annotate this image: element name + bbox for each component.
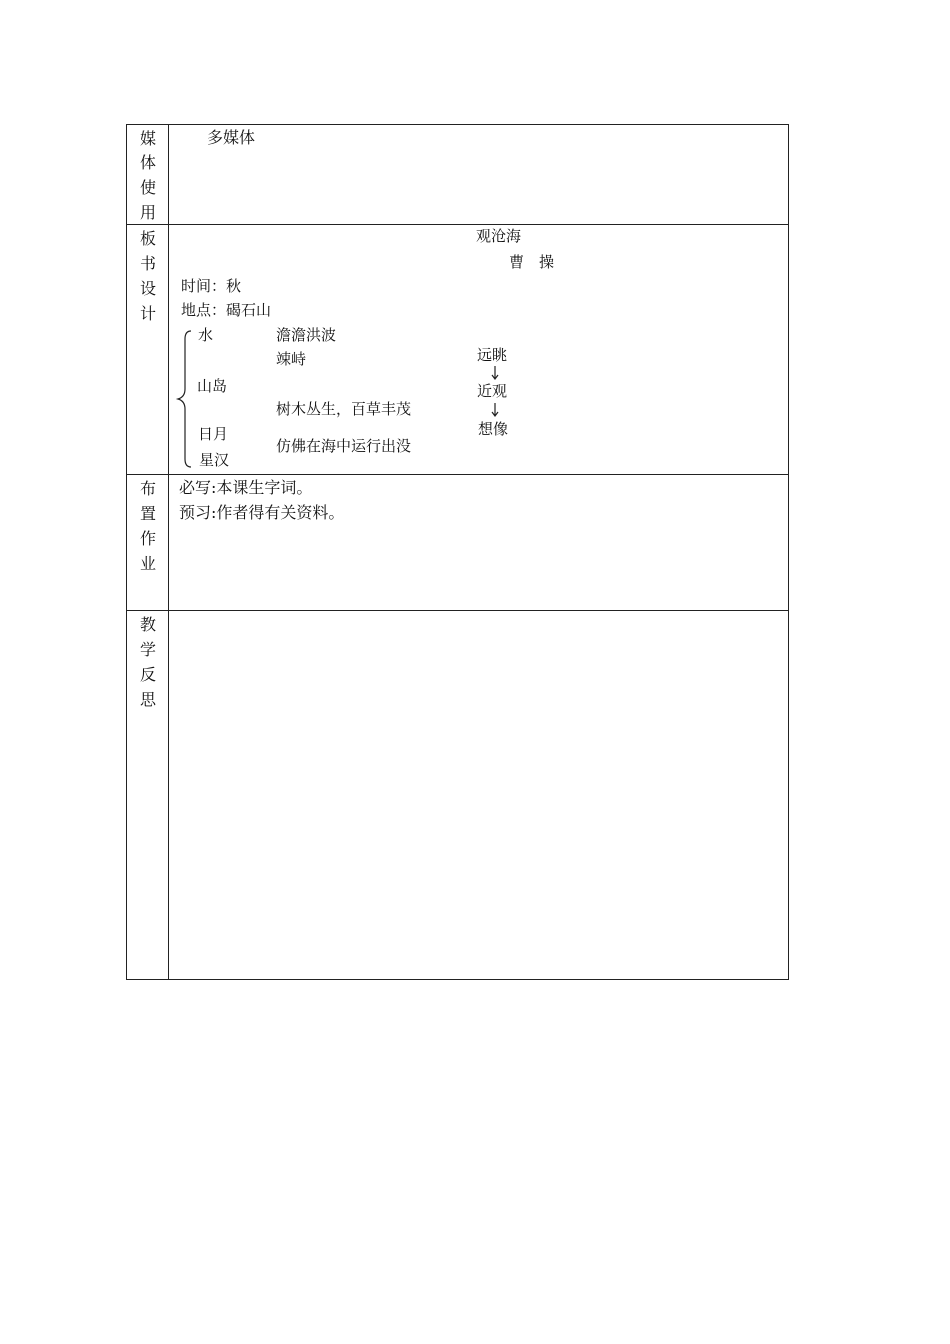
detail-sun-moon-motion: 仿佛在海中运行出没 (276, 437, 412, 455)
media-row (127, 125, 788, 225)
left-item-water: 水 (198, 326, 214, 344)
board-label-char: 计 (139, 304, 156, 323)
flow-near-view: 近观 (477, 382, 508, 400)
homework-content-cell (169, 475, 788, 610)
homework-line: 必写:本课生字词。 (179, 478, 313, 497)
reflection-row (127, 611, 788, 979)
reflection-label-char: 思 (139, 690, 156, 709)
left-item-island: 山岛 (197, 377, 228, 395)
board-content-cell (169, 225, 788, 474)
time-line: 时间：秋 (181, 277, 242, 295)
homework-label-char: 作 (139, 529, 156, 548)
board-design-row (127, 225, 788, 475)
detail-waves: 澹澹洪波 (276, 326, 337, 344)
left-item-stars: 星汉 (199, 451, 230, 469)
board-label-char: 板 (139, 229, 156, 248)
place-line: 地点：碣石山 (181, 301, 272, 319)
board-label-cell (127, 225, 169, 474)
media-content: 多媒体 (207, 128, 256, 147)
media-label-char: 体 (139, 153, 156, 172)
homework-label-cell (127, 475, 169, 610)
down-arrow-icon (490, 365, 500, 381)
reflection-content-cell (169, 611, 788, 979)
curly-brace-icon (175, 329, 195, 469)
homework-label-char: 置 (139, 504, 156, 523)
poem-author: 曹 操 (509, 253, 555, 271)
homework-label-char: 业 (139, 554, 156, 573)
media-content-cell (169, 125, 788, 224)
media-label-char: 使 (139, 178, 156, 197)
board-label-char: 设 (139, 279, 156, 298)
homework-row (127, 475, 788, 611)
reflection-label-char: 教 (139, 615, 156, 634)
detail-towering: 竦峙 (276, 350, 307, 368)
down-arrow-icon (490, 402, 500, 418)
detail-trees: 树木丛生，百草丰茂 (276, 400, 412, 418)
reflection-label-char: 反 (139, 665, 156, 684)
board-label-char: 书 (139, 254, 156, 273)
media-label-char: 媒 (139, 129, 156, 148)
homework-line: 预习:作者得有关资料。 (179, 503, 345, 522)
media-label-cell (127, 125, 169, 224)
reflection-label-cell (127, 611, 169, 979)
flow-imagine: 想像 (478, 420, 509, 438)
reflection-label-char: 学 (139, 640, 156, 659)
media-label-char: 用 (139, 203, 156, 222)
lesson-plan-table (126, 124, 789, 980)
left-item-sun-moon: 日月 (198, 425, 229, 443)
homework-label-char: 布 (139, 479, 156, 498)
poem-title: 观沧海 (476, 227, 522, 245)
flow-far-view: 远眺 (477, 346, 508, 364)
